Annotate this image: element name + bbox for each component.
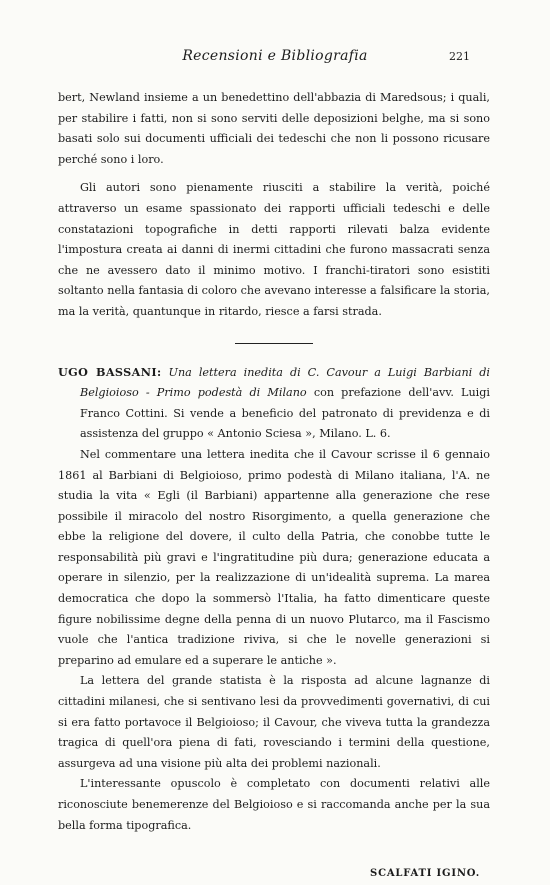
review-title: Una lettera inedita di C. Cavour a Luigi Barbiani di Belgioioso - Primo podestà di Milano [80, 365, 490, 400]
review-citation [58, 362, 490, 445]
review-author: UGO BASSANI: [58, 364, 162, 379]
page-header [0, 48, 550, 68]
reviewer-signature: SCALFATI IGINO. [370, 868, 480, 880]
paragraph-authors-conclusion: Gli autori sono pienamente riusciti a stabilire la verità, poiché attraverso un esame spassionato dei rapporti ufficiali tedeschi e delle constatazioni topografiche in detti rapporti rilevati balza evidente l'impostura creata ai danni di inermi cittadini che furono massacrati senza che ne avessero dato il minimo motivo. I franchi-tiratori sono esistiti soltanto nella fantasia di coloro che avevano interesse a falsificare la storia, ma la verità, quantunque in ritardo, riesce a farsi strada. [58, 181, 490, 318]
page-body [58, 88, 490, 885]
section-divider [235, 343, 313, 344]
paragraph-continuation: bert, Newland insieme a un benedettino dell'abbazia di Maredsous; i quali, per stabilire i fatti, non si sono serviti delle deposizioni belghe, ma si sono basati solo sui documenti ufficiali dei tedeschi che non li possono ricusare perché sono i loro. [58, 91, 490, 166]
review-paragraph: L'interessante opuscolo è completato con documenti relativi alle riconosciute benemerenze del Belgioioso e si raccomanda anche per la sua bella forma tipografica. [58, 777, 490, 832]
running-title: Recensioni e Bibliografia [182, 48, 368, 64]
review-paragraph: La lettera del grande statista è la risposta ad alcune lagnanze di cittadini milanesi, che si sentivano lesi da provvedimenti governativi, di cui si era fatto portavoce il Belgioioso; il Cavour, che viveva tutta la grandezza tragica di quell'ora piena di fati, rovesciando i termini della questione, assurgeva ad una visione più alta dei problemi nazionali. [58, 674, 490, 770]
review-details: con prefazione dell'avv. Luigi Franco Cottini. Si vende a beneficio del patronato di previdenza e di assistenza del gruppo « Antonio Sciesa », Milano. L. 6. [80, 386, 490, 441]
page-number: 221 [449, 50, 470, 63]
review-paragraph: Nel commentare una lettera inedita che il Cavour scrisse il 6 gennaio 1861 al Barbiani di Belgioioso, primo podestà di Milano italiana, l'A. ne studia la vita « Egli (il Barbiani) appartenne alla generazione che rese possibile il miracolo del nostro Risorgimento, a quella generazione che ebbe la religione del dovere, il culto della Patria, che conobbe tutte le responsabilità più gravi e l'ingratitudine più dura; generazione educata a operare in silenzio, per la realizzazione di un'idealità suprema. La marea democratica che dopo la sommersò l'Italia, ha fatto dimenticare queste figure nobilissime degne della penna di un nuovo Plutarco, ma il Fascismo vuole che l'antica tradizione riviva, si che le novelle generazioni si preparino ad emulare ed a superare le antiche ». [58, 447, 490, 667]
